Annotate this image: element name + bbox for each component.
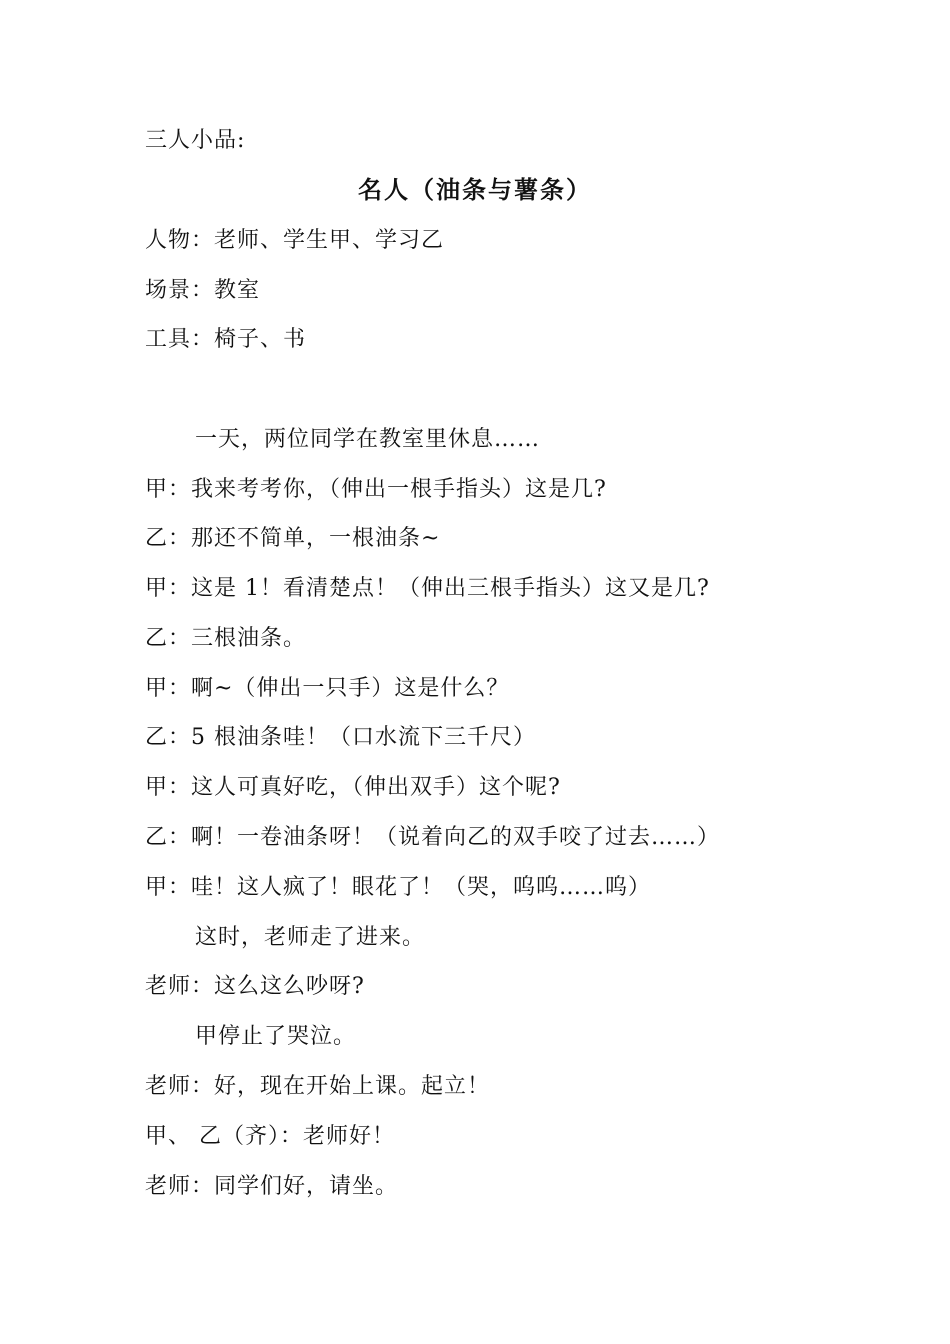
stage-direction: 一天，两位同学在教室里休息……	[195, 427, 541, 452]
dialogue-line: 甲：这人可真好吃，（伸出双手）这个呢?	[145, 775, 561, 800]
props-line: 工具：椅子、书	[145, 327, 307, 352]
dialogue-line: 甲：哇！这人疯了！眼花了！（哭，呜呜……呜）	[145, 875, 652, 900]
dialogue-line: 甲、 乙（齐）：老师好！	[145, 1124, 395, 1149]
dialogue-line: 乙：5 根油条哇！（口水流下三千尺）	[145, 725, 536, 750]
dialogue-line: 甲：这是 1！看清楚点！（伸出三根手指头）这又是几?	[145, 576, 710, 601]
dialogue-line: 老师：好，现在开始上课。起立！	[145, 1074, 491, 1099]
scene-line: 场景：教室	[145, 278, 261, 303]
skit-type-label: 三人小品:	[145, 128, 246, 153]
dialogue-line: 乙：三根油条。	[145, 626, 307, 651]
stage-direction: 甲停止了哭泣。	[195, 1024, 357, 1049]
characters-line: 人物：老师、学生甲、学习乙	[145, 228, 445, 253]
dialogue-line: 乙：那还不简单，一根油条~	[145, 526, 441, 551]
dialogue-line: 老师：同学们好，请坐。	[145, 1174, 399, 1199]
stage-direction: 这时，老师走了进来。	[195, 925, 426, 950]
dialogue-line: 甲：啊~（伸出一只手）这是什么？	[145, 676, 510, 701]
dialogue-line: 老师：这么这么吵呀?	[145, 974, 365, 999]
page-title: 名人（油条与薯条）	[358, 175, 592, 204]
dialogue-line: 甲：我来考考你，（伸出一根手指头）这是几?	[145, 477, 607, 502]
dialogue-line: 乙：啊！一卷油条呀！（说着向乙的双手咬了过去……）	[145, 825, 721, 850]
